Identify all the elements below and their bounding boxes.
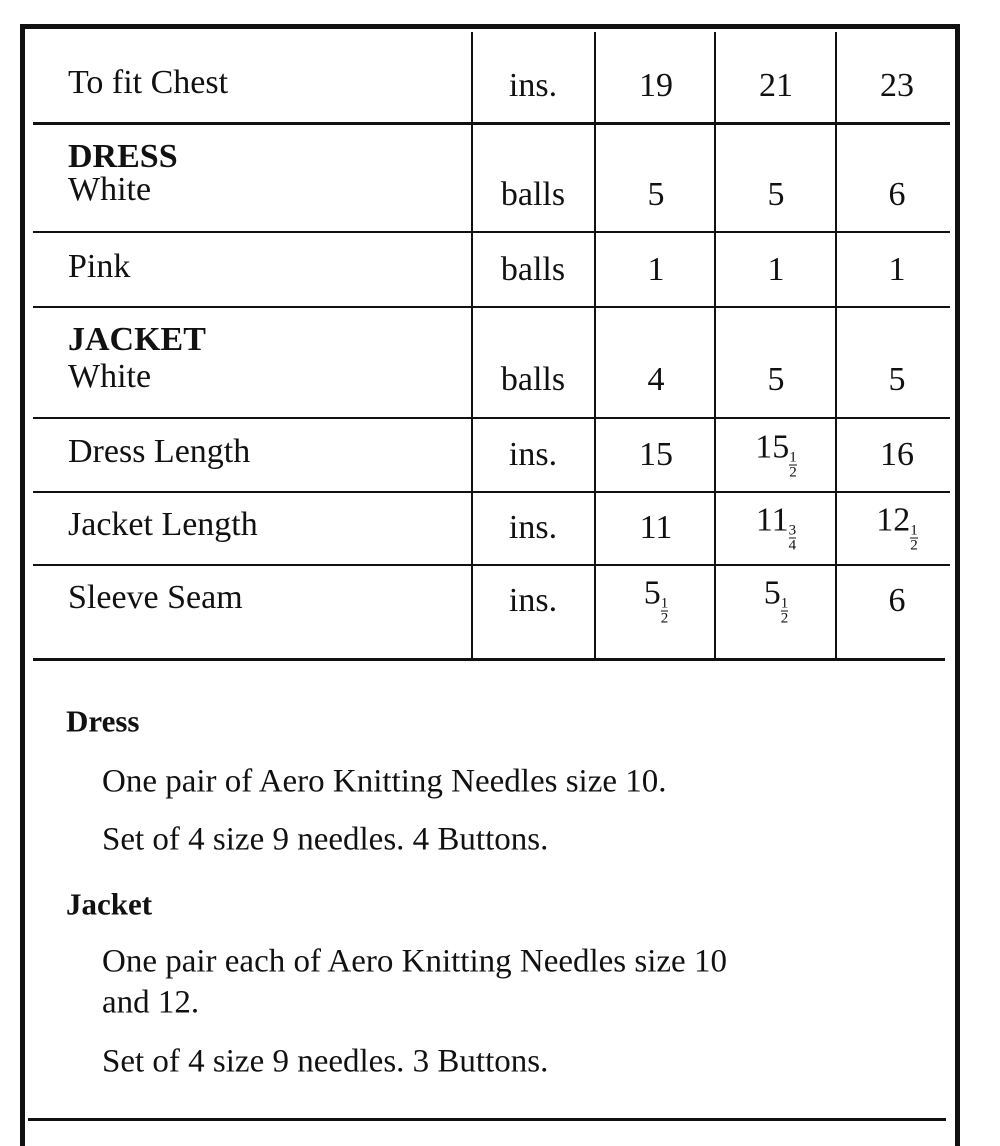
value-whole: 15	[755, 428, 790, 466]
jacket-material-line: One pair each of Aero Knitting Needles size 10	[102, 943, 727, 980]
row-unit: balls	[500, 361, 566, 398]
value-whole: 1	[888, 251, 906, 288]
row-divider	[33, 417, 950, 419]
value-whole: 15	[639, 436, 673, 473]
fraction-denominator: 2	[789, 464, 797, 481]
row-label: Dress Length	[68, 433, 251, 470]
fraction-numerator: 1	[780, 595, 789, 612]
row-unit: ins.	[508, 436, 558, 473]
row-section-heading: DRESS	[68, 138, 178, 175]
value-whole: 12	[876, 501, 911, 539]
dress-material-line: Set of 4 size 9 needles. 4 Buttons.	[102, 821, 549, 858]
column-divider	[594, 32, 596, 658]
row-label: Pink	[68, 248, 131, 285]
value-whole: 1	[767, 251, 785, 288]
row-value	[837, 584, 957, 618]
row-value	[837, 253, 957, 287]
value-whole: 6	[888, 176, 906, 213]
value-whole: 1	[647, 251, 665, 288]
value-fraction	[789, 524, 797, 553]
size-19: 19	[639, 67, 673, 104]
jacket-material-line: and 12.	[102, 984, 200, 1021]
value-whole: 5	[888, 361, 906, 398]
fraction-numerator: 3	[788, 522, 797, 539]
row-divider	[33, 122, 950, 125]
fraction-numerator: 1	[910, 522, 918, 539]
frame-left	[20, 24, 25, 1146]
row-value	[596, 363, 716, 397]
row-label: Jacket Length	[68, 506, 258, 543]
row-divider	[33, 231, 950, 233]
row-divider	[33, 306, 950, 308]
table-bottom-line	[33, 658, 945, 661]
header-unit: ins.	[508, 67, 558, 104]
row-value	[716, 574, 836, 627]
value-whole: 5	[647, 176, 665, 213]
value-whole: 11	[639, 509, 673, 546]
value-fraction	[789, 451, 797, 480]
fraction-numerator: 1	[789, 449, 797, 466]
value-fraction	[910, 524, 918, 553]
row-unit: ins.	[508, 509, 558, 546]
size-23: 23	[880, 67, 914, 104]
row-value	[716, 501, 836, 554]
row-value	[716, 363, 836, 397]
row-value	[596, 438, 716, 472]
value-fraction	[661, 597, 669, 626]
header-label: To fit Chest	[68, 64, 229, 101]
row-value	[596, 511, 716, 545]
column-divider	[471, 32, 473, 658]
value-whole: 5	[767, 176, 785, 213]
fraction-denominator: 2	[660, 610, 669, 627]
value-whole: 4	[647, 361, 665, 398]
fraction-denominator: 4	[788, 537, 797, 554]
row-value	[837, 438, 957, 472]
row-value	[716, 253, 836, 287]
value-whole: 5	[767, 361, 785, 398]
fraction-denominator: 2	[910, 537, 918, 554]
row-value	[596, 178, 716, 212]
column-divider	[835, 32, 837, 658]
value-whole: 11	[755, 501, 789, 539]
value-whole: 16	[880, 436, 914, 473]
row-unit: ins.	[508, 582, 558, 619]
value-whole: 5	[763, 574, 781, 612]
row-value	[837, 363, 957, 397]
row-value	[596, 253, 716, 287]
section-bottom-line	[28, 1118, 946, 1121]
row-unit: balls	[500, 251, 566, 288]
value-whole: 5	[643, 574, 661, 612]
row-value	[716, 428, 836, 481]
value-fraction	[781, 597, 789, 626]
dress-material-line: One pair of Aero Knitting Needles size 10.	[102, 763, 667, 800]
size-21: 21	[759, 67, 793, 104]
jacket-materials-heading: Jacket	[66, 886, 153, 922]
row-value	[837, 178, 957, 212]
fraction-denominator: 2	[780, 610, 789, 627]
row-label: White	[68, 358, 152, 395]
row-divider	[33, 491, 950, 493]
column-divider	[714, 32, 716, 658]
row-value	[716, 178, 836, 212]
row-label: White	[68, 171, 152, 208]
row-unit: balls	[500, 176, 566, 213]
row-section-heading: JACKET	[68, 321, 206, 358]
jacket-material-line: Set of 4 size 9 needles. 3 Buttons.	[102, 1043, 549, 1080]
fraction-numerator: 1	[660, 595, 669, 612]
row-label: Sleeve Seam	[68, 579, 243, 616]
dress-materials-heading: Dress	[66, 703, 140, 739]
value-whole: 6	[888, 582, 906, 619]
row-divider	[33, 564, 950, 566]
row-value	[596, 574, 716, 627]
frame-top	[20, 24, 960, 29]
row-value	[837, 501, 957, 554]
